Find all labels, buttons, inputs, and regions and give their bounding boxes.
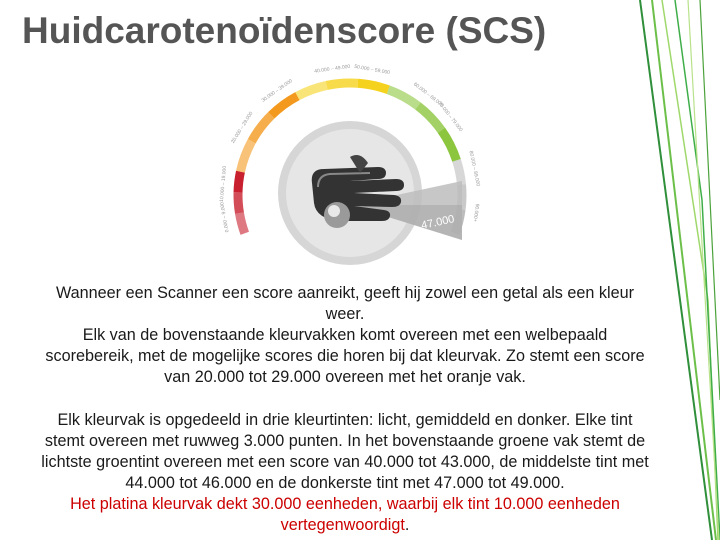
text-line: scorebereik, met de mogelijke scores die horen bij dat kleurvak. Zo stemt een score (45, 347, 645, 365)
highlight-line: vertegenwoordigt (280, 516, 405, 534)
gauge-arc-segment (238, 172, 240, 193)
text-line: van 20.000 tot 29.000 overeen met het oranje vak. (164, 368, 526, 386)
text-line: Wanneer een Scanner een score aanreikt, geeft hij zowel een getal als een kleur (55, 284, 634, 302)
gauge-range-label: 30.000 – 39.000 (260, 78, 294, 104)
text-line: stemt overeen met ruwweg 3.000 punten. In het bovenstaande groene vak stemt de (44, 432, 646, 450)
gauge-arc-segment (418, 106, 441, 130)
gauge-arc-segment (240, 141, 251, 171)
gauge-range-label: 0.000 – 9.000 (219, 201, 231, 233)
gauge-arc-segment (327, 83, 358, 85)
gauge-arc-segment (239, 213, 244, 233)
gauge-range-label: 70.000 – 79.000 (436, 100, 464, 133)
score-gauge (200, 55, 500, 285)
text-line: Elk van de bovenstaande kleurvakken komt overeen met een welbepaald (82, 326, 608, 344)
scanner-ball-icon (324, 202, 350, 228)
gauge-arc-segment (297, 85, 326, 96)
gauge-arc-segment (358, 83, 388, 89)
gauge-range-label: 60.000 – 69.000 (412, 81, 445, 109)
explanation-paragraph-2 (4, 410, 686, 536)
gauge-range-label: 90.000+ (471, 203, 481, 223)
explanation-paragraph-1 (4, 283, 686, 388)
gauge-arc-segment (388, 90, 418, 106)
gauge-range-label: 10.000 – 19.000 (218, 165, 229, 203)
highlight-line: Het platina kleurvak dekt 30.000 eenheden, waarbij elk tint 10.000 eenheden (70, 495, 620, 513)
text-line: Elk kleurvak is opgedeeld in drie kleurtinten: licht, gemiddeld en donker. Elke tint (57, 411, 633, 429)
text-line: 44.000 tot 46.000 en de donkerste tint met 47.000 tot 49.000. (125, 474, 565, 492)
gauge-arc-segment (457, 160, 462, 184)
gauge-score-value: 47.000 (420, 213, 456, 232)
text-line: weer. (325, 305, 365, 323)
gauge-arc-segment (441, 130, 456, 160)
page-title: Huidcarotenoïdenscore (SCS) (22, 10, 547, 51)
gauge-range-label: 40.000 – 49.000 (314, 63, 351, 75)
gauge-arc-segment (252, 115, 272, 141)
text-line: lichtste groentint overeen met een score van 40.000 tot 43.000, de middelste tint met (41, 453, 649, 471)
gauge-arc-segment (238, 192, 239, 213)
gauge-range-label: 20.000 – 29.000 (230, 110, 255, 145)
gauge-range-label: 80.000 – 89.000 (467, 150, 481, 187)
end-punctuation: . (404, 516, 410, 534)
gauge-arc-segment (271, 96, 297, 115)
gauge-range-label: 50.000 – 59.000 (353, 63, 391, 77)
